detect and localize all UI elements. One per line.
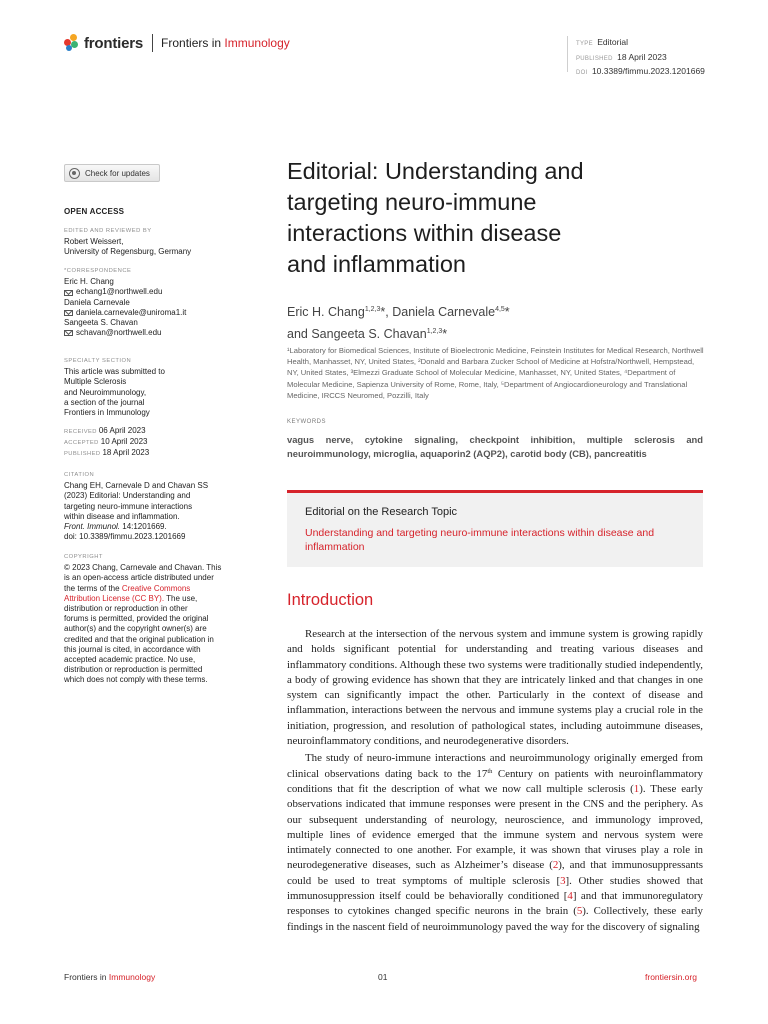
editor-name: Robert Weissert,	[64, 237, 124, 247]
envelope-icon	[64, 310, 73, 316]
correspondence-block: *CORRESPONDENCE Eric H. Chang echang1@northwell.edu Daniela Carnevale daniela.carnevale@uniroma1.it Sangeeta S. Chavan schavan@northwell.edu	[64, 266, 244, 338]
footer-site-link[interactable]: frontiersin.org	[645, 972, 697, 982]
license-link[interactable]: Attribution License (CC BY).	[64, 593, 165, 603]
author-name[interactable]: Eric H. Chang	[287, 305, 365, 319]
open-access-label: OPEN ACCESS	[64, 207, 125, 216]
correspondent-name: Eric H. Chang	[64, 277, 114, 287]
article-meta: TYPE Editorial PUBLISHED 18 April 2023 DOI 10.3389/fimmu.2023.1201669	[567, 36, 705, 72]
correspondent-email[interactable]: echang1@northwell.edu	[64, 287, 244, 297]
check-updates-button[interactable]: Check for updates	[64, 164, 160, 182]
correspondent-name: Daniela Carnevale	[64, 297, 130, 307]
correspondent-email[interactable]: schavan@northwell.edu	[64, 328, 244, 338]
specialty-section: SPECIALTY SECTION This article was submitted to Multiple Sclerosis and Neuroimmunology, a section of the journal Frontiers in Immunology	[64, 358, 165, 418]
keywords-label: KEYWORDS	[287, 419, 327, 425]
copyright-block: COPYRIGHT © 2023 Chang, Carnevale and Chavan. This is an open-access article distributed under the terms of the Creative Commons Attribution License (CC BY). The use, distribution or reproduction in other forums is permitted, provided the original author(s) and the copyright owner(s) are credited and that the original publication in this journal is cited, in accordance with accepted academic practice. No use, distribution or reproduction is permitted which does not comply with these terms.	[64, 554, 222, 685]
frontiers-logo[interactable]	[64, 33, 290, 53]
article-body	[287, 627, 703, 935]
author-name[interactable]: Daniela Carnevale	[392, 305, 496, 319]
frontiers-logo-icon	[64, 34, 80, 52]
reference-link[interactable]: 3	[560, 874, 566, 887]
author-list: Eric H. Chang$^{1,2,3}$*, Daniela Carnevale$^{4,5}$* and Sangeeta S. Chavan$^{1,2,3}$*	[287, 305, 510, 341]
editor-block: EDITED AND REVIEWED BY Robert Weissert, University of Regensburg, Germany	[64, 226, 244, 258]
affiliations: ¹Laboratory for Biomedical Sciences, Institute of Bioelectronic Medicine, Feinstein Institutes for Medical Research, Northwell Health, Manhasset, NY, United States, ²Donald and Barbara Zucker School of Medicine at Hofstra/Northwell, Hempstead, NY, United States, ³Elmezzi Graduate School of Molecular Medicine, Manhasset, NY, United States, ⁴Department of Molecular Medicine, Sapienza University of Rome, Rome, Italy, ⁵Department of Angiocardioneurology and Translational Medicine, IRCCS Neuromed, Pozzilli, Italy	[287, 346, 704, 400]
published-date: 18 April 2023	[617, 51, 667, 62]
reference-link[interactable]: 5	[576, 905, 583, 918]
author-name[interactable]: Sangeeta S. Chavan	[311, 327, 427, 341]
citation-block: CITATION Chang EH, Carnevale D and Chavan SS (2023) Editorial: Understanding and targeting neuro-immune interactions within disease and inflammation. Front. Immunol. 14:1201669. doi: 10.3389/fimmu.2023.1201669	[64, 470, 244, 542]
check-updates-icon	[69, 168, 80, 179]
section-heading: Introduction	[287, 591, 374, 609]
paragraph: The study of neuro-immune interactions and neuroimmunology originally emerged from clinical observations dating back to the 17th Century on patients with neuroinflammatory conditions that fit the description of what we now call multiple sclerosis (1). These early observations indicated that immune responses were present in the CNS and the periphery. As our subsequent understanding of neurology, neuroscience, and immunology improved, multiple lines of evidence emerged that the immune system and nervous system were intimately connected to one another. For example, it was shown that viruses play a role in neurodegenerative diseases, such as Alzheimer’s disease (2), and that immunosuppressants could be used to treat symptoms of multiple sclerosis [3]. Other studies showed that immunosuppression itself could be behaviorally conditioned [4] and that immunoregulatory responses to cytokines changed specific neurons in the brain (5). Collectively, these early findings in the nascent field of neuroimmunology paved the way for the discovery of signaling	[287, 752, 703, 933]
journal-title[interactable]: Frontiers in Immunology	[161, 36, 290, 50]
article-type: Editorial	[597, 37, 628, 47]
article-title: Editorial: Understanding and targeting neuro-immune interactions within disease and inflammation	[287, 158, 584, 277]
dates-block	[64, 426, 244, 460]
license-link[interactable]: Creative Commons	[121, 583, 191, 593]
publisher-name: frontiers	[84, 34, 144, 52]
received-date: RECEIVED 06 April 2023	[64, 426, 146, 435]
research-topic-link[interactable]: Understanding and targeting neuro-immune interactions within disease and inflammation	[305, 527, 655, 553]
reference-link[interactable]: 2	[552, 859, 559, 872]
header-divider	[152, 34, 153, 52]
envelope-icon	[64, 290, 73, 296]
research-topic-heading: Editorial on the Research Topic	[305, 506, 458, 518]
footer-journal[interactable]: Frontiers in Immunology	[64, 972, 156, 982]
published-date-sidebar: PUBLISHED 18 April 2023	[64, 448, 150, 458]
editor-affiliation: University of Regensburg, Germany	[64, 247, 192, 257]
research-topic-box	[287, 490, 703, 567]
keywords: vagus nerve, cytokine signaling, checkpoint inhibition, multiple sclerosis and neuroimmunology, microglia, aquaporin2 (AQP2), carotid body (CB), pancreatitis	[287, 434, 703, 459]
correspondent-name: Sangeeta S. Chavan	[64, 318, 138, 328]
envelope-icon	[64, 330, 73, 336]
citation-doi[interactable]: doi: 10.3389/fimmu.2023.1201669	[64, 532, 186, 542]
correspondent-email[interactable]: daniela.carnevale@uniroma1.it	[64, 308, 244, 318]
reference-link[interactable]: 4	[567, 890, 573, 903]
accepted-date: ACCEPTED 10 April 2023	[64, 437, 148, 447]
page-number: 01	[378, 972, 388, 982]
doi-link[interactable]: 10.3389/fimmu.2023.1201669	[591, 66, 705, 76]
paragraph: Research at the intersection of the nervous system and immune system is growing rapidly and holds significant potential for understanding and treating various diseases and inflammatory conditions. Although these two systems were traditionally studied independently, a body of growing evidence has shown that they are intricately linked and that changes in one system can significantly impact the other. Particularly in the context of disease and inflammation, interactions between the nervous and immune systems play a crucial role in the initiation, progression, and resolution of pathological states, including autoimmune diseases, neuroinflammatory conditions, and neurodegenerative disorders.	[287, 628, 703, 748]
reference-link[interactable]: 1	[633, 782, 640, 795]
